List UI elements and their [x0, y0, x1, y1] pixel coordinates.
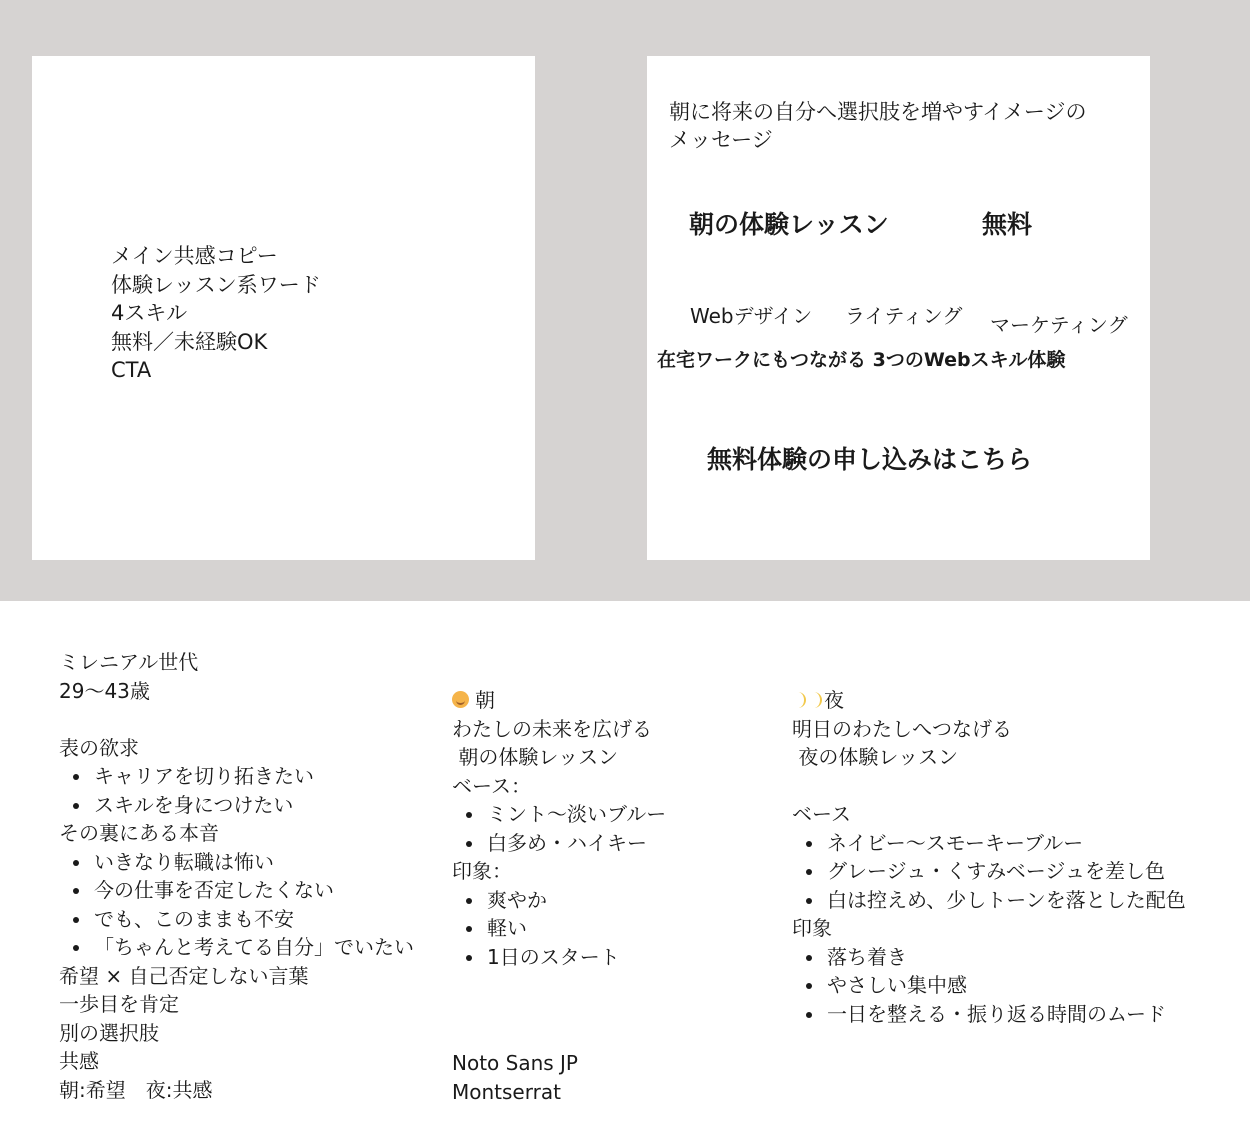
- list-item: ミント〜淡いブルー: [452, 800, 666, 829]
- list-item: 今の仕事を否定したくない: [59, 876, 414, 905]
- sun-icon: [452, 691, 469, 708]
- skill-marketing: マーケティング: [990, 313, 1128, 337]
- persona-notes: [59, 648, 414, 1104]
- list-item: でも、このままも不安: [59, 905, 414, 934]
- list-item: スキルを身につけたい: [59, 791, 414, 820]
- keyword-line: 共感: [59, 1049, 99, 1073]
- moon-icon: [808, 691, 824, 709]
- inner-feeling-title: その裏にある本音: [59, 821, 219, 845]
- morning-tagline: わたしの未来を広げる: [452, 716, 652, 741]
- note-line: 4スキル: [111, 301, 188, 325]
- night-notes: [792, 686, 1186, 1028]
- keyword-line: 別の選択肢: [59, 1020, 159, 1045]
- night-tagline: 明日のわたしへつなげる: [792, 716, 1012, 741]
- list-item: 「ちゃんと考えてる自分」でいたい: [59, 933, 414, 962]
- list-item: 一日を整える・振り返る時間のムード: [792, 1000, 1186, 1029]
- surface-desire-list: [59, 762, 414, 819]
- font-name: Montserrat: [452, 1079, 561, 1104]
- banner-message: [669, 98, 1086, 154]
- morning-impression-label: 印象：: [452, 859, 512, 883]
- note-line: CTA: [111, 358, 152, 382]
- list-item: 1日のスタート: [452, 943, 666, 972]
- keyword-line: 一歩目を肯定: [59, 992, 179, 1016]
- note-line: 無料／未経験OK: [111, 329, 268, 354]
- night-base-label: ベース: [792, 802, 851, 826]
- list-item: いきなり転職は怖い: [59, 848, 414, 877]
- note-line: メイン共感コピー: [111, 244, 278, 268]
- font-notes: [452, 1049, 578, 1106]
- night-impression-list: [792, 943, 1186, 1029]
- banner-subhead: 在宅ワークにもつながる 3つのWebスキル体験: [657, 349, 1066, 371]
- night-base-list: [792, 829, 1186, 915]
- cta-button[interactable]: 無料体験の申し込みはこちら: [707, 445, 1033, 474]
- morning-base-label: ベース：: [452, 773, 531, 798]
- list-item: グレージュ・くすみベージュを差し色: [792, 857, 1186, 886]
- night-lesson: 夜の体験レッスン: [792, 745, 959, 769]
- morning-notes: [452, 686, 666, 971]
- skill-web-design: Webデザイン: [690, 304, 813, 328]
- keyword-line: 朝:希望 夜:共感: [59, 1077, 213, 1102]
- morning-title: [452, 686, 666, 715]
- message-line: 朝に将来の自分へ選択肢を増やすイメージの: [669, 100, 1087, 124]
- night-title: [792, 686, 1186, 715]
- list-item: 白は控えめ、少しトーンを落とした配色: [792, 886, 1186, 915]
- generation-label: ミレニアル世代: [59, 650, 199, 674]
- note-line: 体験レッスン系ワード: [111, 272, 321, 297]
- message-line: メッセージ: [669, 128, 773, 152]
- list-item: 爽やか: [452, 886, 666, 915]
- list-item: 軽い: [452, 914, 666, 943]
- list-item: 白多め・ハイキー: [452, 829, 666, 858]
- skill-writing: ライティング: [845, 304, 963, 328]
- age-label: 29〜43歳: [59, 678, 150, 703]
- font-name: Noto Sans JP: [452, 1051, 578, 1075]
- morning-impression-list: [452, 886, 666, 972]
- list-item: ネイビー〜スモーキーブルー: [792, 829, 1186, 858]
- inner-feeling-list: [59, 848, 414, 962]
- list-item: 落ち着き: [792, 943, 1186, 972]
- keyword-line: 希望 × 自己否定しない言葉: [59, 963, 309, 988]
- banner-headline: 朝の体験レッスン: [689, 210, 889, 239]
- morning-title-text: 朝: [475, 688, 495, 712]
- list-item: やさしい集中感: [792, 971, 1186, 1000]
- free-label: 無料: [982, 210, 1033, 239]
- morning-base-list: [452, 800, 666, 857]
- surface-desire-title: 表の欲求: [59, 735, 139, 760]
- night-title-text: 夜: [824, 688, 844, 712]
- morning-lesson: 朝の体験レッスン: [452, 745, 619, 769]
- moon-icon: [792, 691, 808, 709]
- artboard-banner[interactable]: [647, 56, 1150, 560]
- night-impression-label: 印象: [792, 916, 832, 940]
- copy-notes: [111, 242, 321, 385]
- artboard-notes[interactable]: [32, 56, 535, 560]
- list-item: キャリアを切り拓きたい: [59, 762, 414, 791]
